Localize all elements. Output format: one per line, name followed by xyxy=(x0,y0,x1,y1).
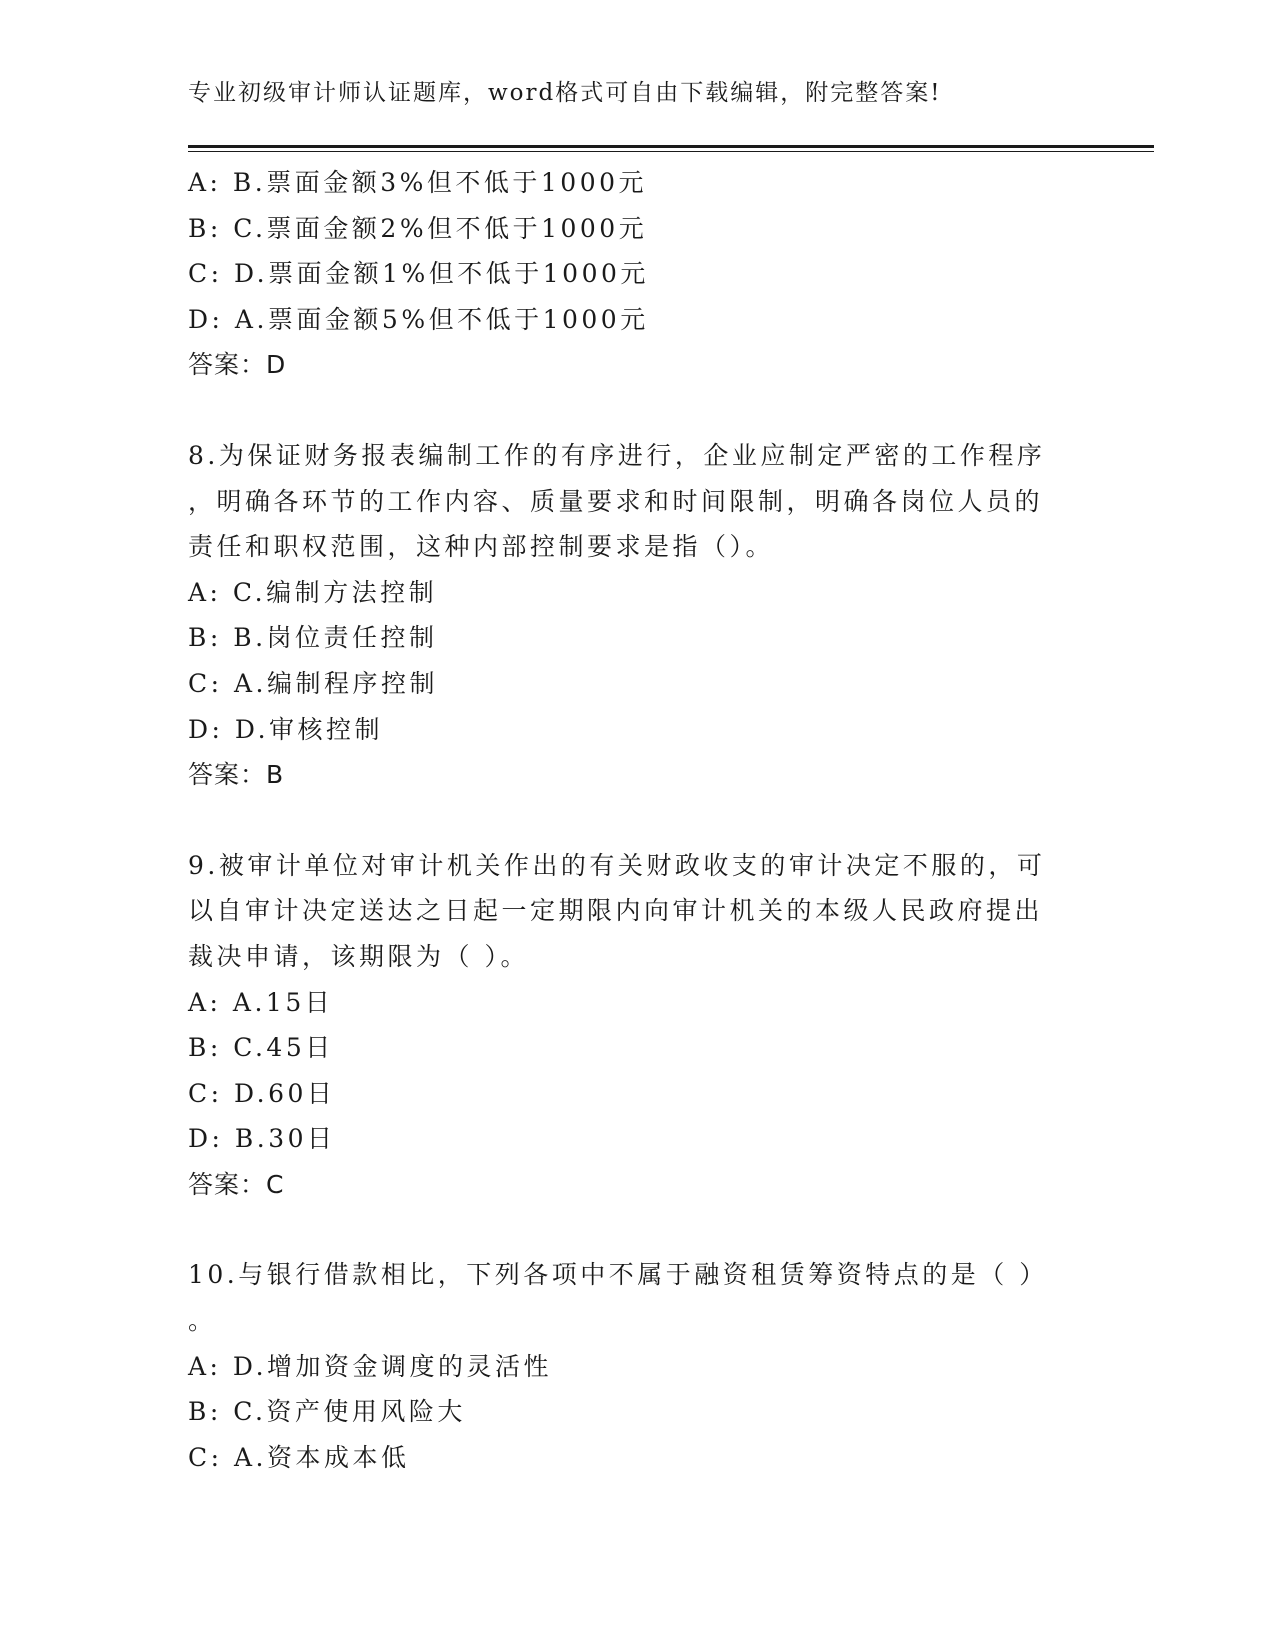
question-stem xyxy=(188,843,1088,980)
option-b: B: C.45日 xyxy=(188,1033,334,1063)
stem-line: 裁决申请，该期限为（ ）。 xyxy=(188,941,529,971)
stem-line: ，明确各环节的工作内容、质量要求和时间限制，明确各岗位人员的 xyxy=(188,486,1044,516)
option-c: C: D.60日 xyxy=(188,1078,336,1108)
option-a: A: D.增加资金调度的灵活性 xyxy=(188,1351,553,1381)
question-9 xyxy=(188,843,1088,1208)
option-a: A: C.编制方法控制 xyxy=(188,577,438,607)
option-a: A: A.15日 xyxy=(188,987,334,1017)
question-8 xyxy=(188,433,1088,798)
answer: 答案：C xyxy=(188,1169,285,1199)
question-stem xyxy=(188,1252,1088,1343)
option-d: D: B.30日 xyxy=(188,1124,336,1154)
option-c: C: A.资本成本低 xyxy=(188,1442,410,1472)
question-content xyxy=(188,160,1088,1480)
question-10 xyxy=(188,1252,1088,1480)
option-c: C: A.编制程序控制 xyxy=(188,668,438,698)
stem-line: 9.被审计单位对审计机关作出的有关财政收支的审计决定不服的，可 xyxy=(188,850,1046,880)
spacer xyxy=(188,388,1088,433)
stem-line: 以自审计决定送达之日起一定期限内向审计机关的本级人民政府提出 xyxy=(188,896,1044,926)
stem-line: 8.为保证财务报表编制工作的有序进行，企业应制定严密的工作程序 xyxy=(188,440,1046,470)
option-c: C: D.票面金额1%但不低于1000元 xyxy=(188,259,649,289)
header-rule-thin xyxy=(188,151,1154,152)
option-a: A: B.票面金额3%但不低于1000元 xyxy=(188,168,648,197)
page-header: 专业初级审计师认证题库，word格式可自由下载编辑，附完整答案! xyxy=(188,80,942,106)
stem-line: 10.与银行借款相比，下列各项中不属于融资租赁筹资特点的是（ ） xyxy=(188,1260,1048,1290)
question-7 xyxy=(188,160,1088,388)
option-b: B: B.岗位责任控制 xyxy=(188,623,438,653)
option-d: D: A.票面金额5%但不低于1000元 xyxy=(188,304,649,334)
stem-line: 。 xyxy=(188,1306,217,1336)
option-b: B: C.票面金额2%但不低于1000元 xyxy=(188,213,648,243)
answer: 答案：B xyxy=(188,760,285,790)
stem-line: 责任和职权范围，这种内部控制要求是指（）。 xyxy=(188,532,775,562)
question-stem xyxy=(188,433,1088,570)
option-b: B: C.资产使用风险大 xyxy=(188,1397,466,1427)
answer: 答案：D xyxy=(188,350,287,380)
spacer xyxy=(188,1207,1088,1252)
spacer xyxy=(188,798,1088,843)
option-d: D: D.审核控制 xyxy=(188,714,384,744)
header-rule-thick xyxy=(188,145,1154,148)
